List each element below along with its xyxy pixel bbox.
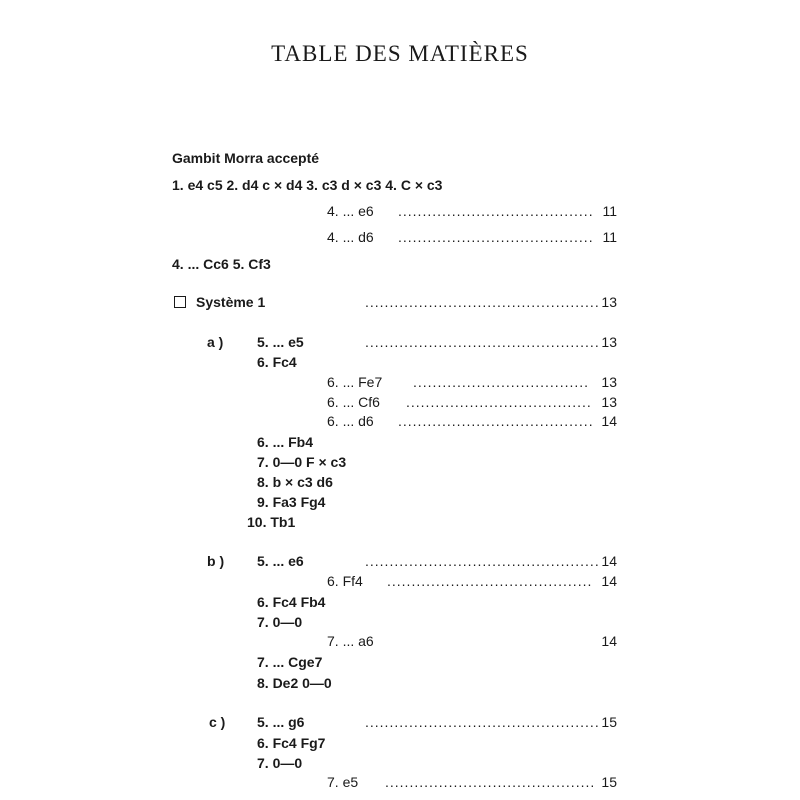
toc-entry-text: 6. ... d6 (327, 413, 374, 429)
dot-leader: .......................................... (387, 573, 593, 589)
dot-leader: ........................................ (398, 229, 594, 245)
page-number: 14 (601, 553, 617, 569)
variation-move: 8. De2 0—0 (257, 675, 332, 691)
toc-entry-text: 6. Ff4 (327, 573, 363, 589)
page-title: TABLE DES MATIÈRES (271, 41, 529, 66)
toc-entry-text: 4. ... e6 (327, 203, 374, 219)
variation-marker-c: c ) (209, 714, 226, 730)
toc-entry-text: 7. e5 (327, 774, 359, 790)
second-line: 4. ... Cc6 5. Cf3 (172, 256, 271, 272)
variation-move: 6. Fc4 (257, 354, 297, 370)
variation-move: 6. Fc4 Fg7 (257, 735, 326, 751)
variation-marker-a: a ) (207, 334, 224, 350)
systeme-label: Système 1 (196, 294, 266, 310)
page-number: 13 (601, 374, 617, 390)
dot-leader: ........................................ (398, 413, 594, 429)
page-number: 13 (601, 334, 617, 350)
main-line: 1. e4 c5 2. d4 c × d4 3. c3 d × c3 4. C × c3 (172, 177, 443, 193)
variation-move: 10. Tb1 (247, 514, 296, 530)
page-number: 14 (601, 413, 617, 429)
variation-marker-b: b ) (207, 553, 225, 569)
dot-leader: ................................................ (365, 334, 600, 350)
page-number: 15 (601, 774, 617, 790)
dot-leader: ................................................ (365, 714, 600, 730)
page-number: 15 (601, 714, 617, 730)
dot-leader: ...................................... (406, 394, 592, 410)
dot-leader: ........................................... (385, 774, 596, 790)
variation-move: 5. ... g6 (257, 714, 305, 730)
page-number: 11 (602, 229, 617, 245)
dot-leader: ........................................ (398, 203, 594, 219)
page-number: 13 (601, 394, 617, 410)
variation-move: 8. b × c3 d6 (257, 474, 333, 490)
toc-entry-text: 7. ... a6 (327, 633, 374, 649)
section-heading: Gambit Morra accepté (172, 150, 320, 166)
page-number: 14 (601, 633, 617, 649)
page-number: 14 (601, 573, 617, 589)
toc-entry-text: 6. ... Fe7 (327, 374, 383, 390)
dot-leader: ................................................ (365, 553, 600, 569)
variation-move: 5. ... e6 (257, 553, 304, 569)
variation-move: 6. ... Fb4 (257, 434, 314, 450)
toc-entry-text: 6. ... Cf6 (327, 394, 380, 410)
variation-move: 7. 0—0 (257, 614, 303, 630)
variation-move: 7. 0—0 (257, 755, 303, 771)
page-number: 13 (601, 294, 617, 310)
dot-leader: .................................... (413, 374, 590, 390)
page-number: 11 (602, 203, 617, 219)
variation-move: 5. ... e5 (257, 334, 304, 350)
variation-move: 7. ... Cge7 (257, 654, 323, 670)
variation-move: 9. Fa3 Fg4 (257, 494, 326, 510)
toc-entry-text: 4. ... d6 (327, 229, 374, 245)
variation-move: 7. 0—0 F × c3 (257, 454, 347, 470)
dot-leader: ................................................ (365, 294, 600, 310)
variation-move: 6. Fc4 Fb4 (257, 594, 326, 610)
checkbox-square-icon (174, 296, 186, 308)
